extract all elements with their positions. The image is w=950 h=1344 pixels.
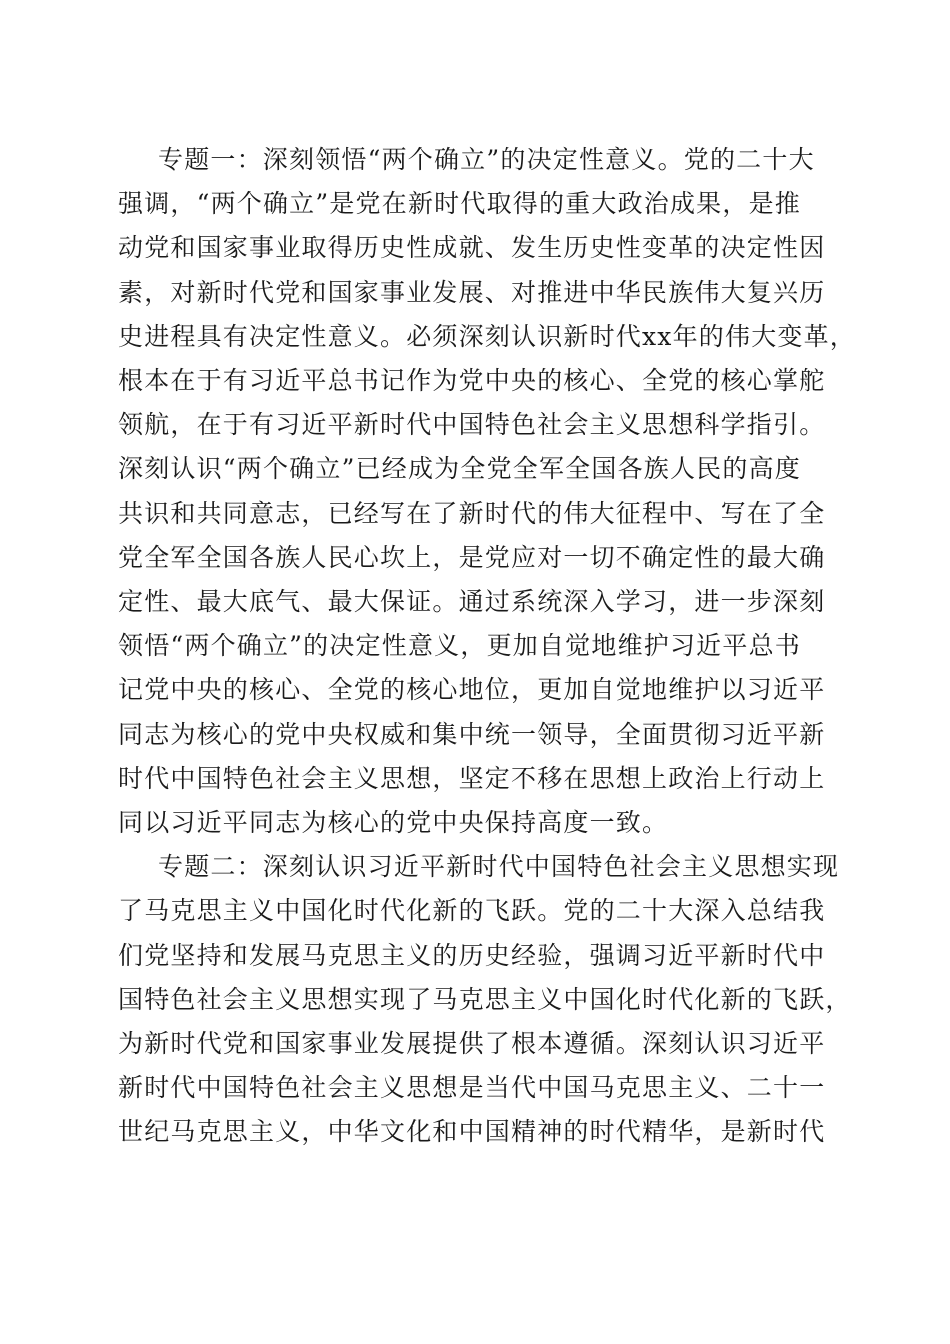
text-line: 素，对新时代党和国家事业发展、对推进中华民族伟大复兴历: [118, 277, 826, 307]
text-line: 新时代中国特色社会主义思想是当代中国马克思主义、二十一: [118, 1073, 826, 1103]
document-body: [118, 138, 857, 1155]
text-line: 世纪马克思主义，中华文化和中国精神的时代精华，是新时代: [118, 1117, 826, 1147]
text-line: 强调，“两个确立”是党在新时代取得的重大政治成果，是推: [118, 189, 801, 219]
text-line: 为新时代党和国家事业发展提供了根本遵循。深刻认识习近平: [118, 1029, 826, 1059]
text-line: 同志为核心的党中央权威和集中统一领导，全面贯彻习近平新: [118, 719, 826, 749]
text-line: 领悟“两个确立”的决定性意义，更加自觉地维护习近平总书: [118, 631, 801, 661]
text-line: 党全军全国各族人民心坎上，是党应对一切不确定性的最大确: [118, 542, 826, 572]
text-line: 领航，在于有习近平新时代中国特色社会主义思想科学指引。: [118, 410, 826, 440]
text-line: 专题一：深刻领悟“两个确立”的决定性意义。党的二十大: [158, 145, 815, 174]
paragraph-topic-two: [118, 845, 852, 1154]
text-line: 史进程具有决定性意义。必须深刻认识新时代xx年的伟大变革，: [118, 321, 857, 351]
text-line: 深刻认识“两个确立”已经成为全党全军全国各族人民的高度: [118, 454, 801, 484]
text-line: 共识和共同意志，已经写在了新时代的伟大征程中、写在了全: [118, 498, 826, 528]
text-line: 动党和国家事业取得历史性成就、发生历史性变革的决定性因: [118, 233, 826, 263]
paragraph-topic-one: [118, 138, 857, 845]
text-line: 记党中央的核心、全党的核心地位，更加自觉地维护以习近平: [118, 675, 826, 705]
text-line: 国特色社会主义思想实现了马克思主义中国化时代化新的飞跃，: [118, 984, 852, 1014]
text-line: 定性、最大底气、最大保证。通过系统深入学习，进一步深刻: [118, 587, 826, 617]
text-line: 时代中国特色社会主义思想，坚定不移在思想上政治上行动上: [118, 763, 826, 793]
text-line: 根本在于有习近平总书记作为党中央的核心、全党的核心掌舵: [118, 366, 826, 396]
text-line: 们党坚持和发展马克思主义的历史经验，强调习近平新时代中: [118, 940, 826, 970]
text-line: 同以习近平同志为核心的党中央保持高度一致。: [118, 808, 669, 838]
text-line: 专题二：深刻认识习近平新时代中国特色社会主义思想实现: [158, 852, 840, 882]
text-line: 了马克思主义中国化时代化新的飞跃。党的二十大深入总结我: [118, 896, 826, 926]
